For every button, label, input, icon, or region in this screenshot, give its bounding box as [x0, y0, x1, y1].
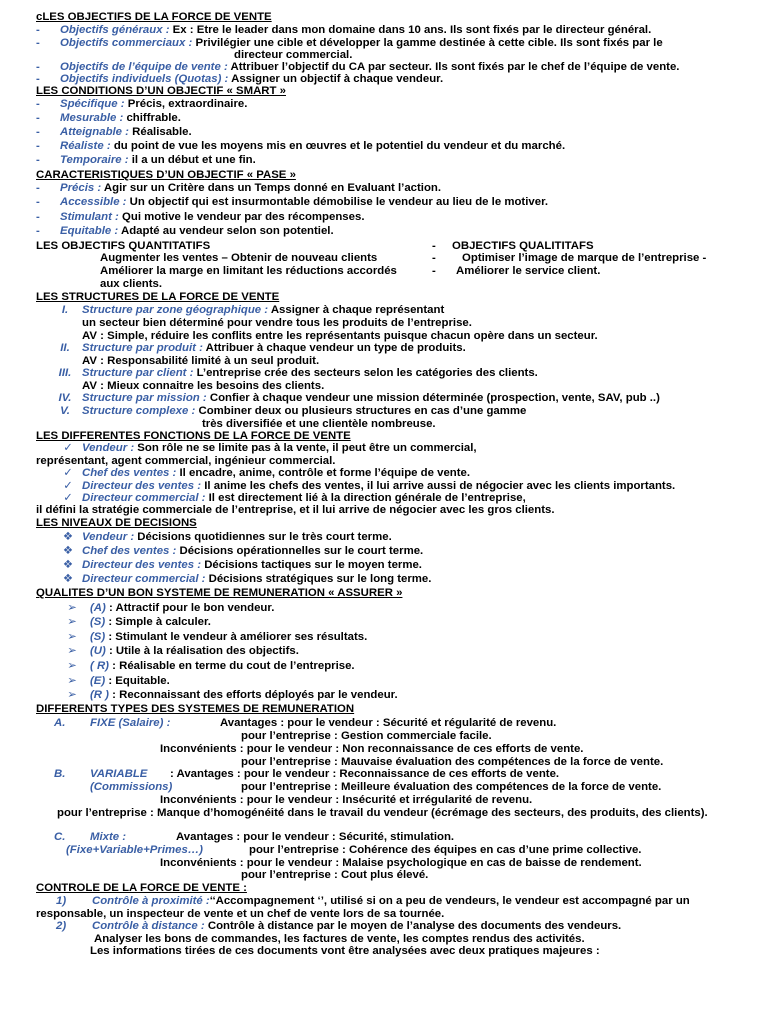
type-b-row [54, 768, 559, 781]
item-label: Chef des ventes : [82, 545, 177, 557]
type-line: Inconvénients : pour le vendeur : Malaise psychologique en cas de baisse de rendement. [160, 857, 642, 869]
type-line: Inconvénients : pour le vendeur : Insécurité et irrégularité de revenu. [160, 794, 533, 806]
item-label: Directeur commercial : [82, 492, 206, 504]
item-text: : Reconnaissant des efforts déployés par le vendeur. [108, 689, 398, 701]
item-label: ( R) [90, 660, 109, 672]
heading-types: DIFFERENTS TYPES DES SYSTEMES DE REMUNERATION [36, 703, 355, 715]
item-text: L’entreprise crée des secteurs selon les catégories des clients. [193, 367, 538, 379]
dash-bullet: - [36, 37, 40, 49]
item-text: Qui motive le vendeur par des récompenses. [118, 211, 365, 223]
pase-item [36, 225, 334, 238]
type-letter: A. [54, 717, 66, 729]
item-text: Il encadre, anime, contrôle et forme l’équipe de vente. [176, 467, 471, 479]
type-letter: C. [54, 831, 66, 843]
heading-fonctions: LES DIFFERENTES FONCTIONS DE LA FORCE DE VENTE [36, 430, 351, 442]
controle-item [56, 895, 690, 908]
item-text: : Simple à calculer. [105, 616, 211, 628]
type-sub: (Fixe+Variable+Primes…) [66, 844, 203, 856]
pase-item [36, 182, 441, 195]
item-text: Confier à chaque vendeur une mission déterminée (prospection, vente, SAV, pub ..) [206, 392, 660, 404]
assurer-item [54, 660, 355, 673]
type-letter: B. [54, 768, 66, 780]
structure-cont: très diversifiée et une clientèle nombreuse. [202, 418, 436, 430]
arrow-icon: ➢ [67, 602, 77, 614]
item-label: (U) [90, 645, 106, 657]
item-label: (S) [90, 616, 106, 628]
item-label: Directeur commercial : [82, 573, 206, 585]
heading-niveaux: LES NIVEAUX DE DECISIONS [36, 517, 197, 529]
item-label: Vendeur : [82, 531, 135, 543]
dash-bullet: - [36, 73, 40, 85]
dash-bullet: - [36, 140, 40, 152]
objectif-item-cont: directeur commercial. [234, 49, 353, 61]
assurer-item [54, 616, 211, 629]
item-label: Réaliste : [60, 140, 111, 152]
item-label: Objectifs individuels (Quotas) : [60, 73, 229, 85]
roman-numeral: III. [58, 367, 72, 379]
diamond-icon: ❖ [62, 573, 74, 585]
item-text: Attribuer l’objectif du CA par secteur. Ils sont fixés par le chef de l’équipe de vente. [227, 61, 680, 73]
item-text: Assigner à chaque représentant [268, 304, 445, 316]
item-text: : Attractif pour le bon vendeur. [105, 602, 275, 614]
item-text: il a un début et une fin. [128, 154, 256, 166]
item-text: : Utile à la réalisation des objectifs. [105, 645, 299, 657]
type-line: Avantages : pour le vendeur : Sécurité et régularité de revenu. [220, 717, 557, 729]
dash-bullet: - [36, 112, 40, 124]
item-label: Directeur des ventes : [82, 480, 202, 492]
item-label: Objectifs généraux : [60, 24, 170, 36]
item-label: Chef des ventes : [82, 467, 177, 479]
item-number: 1) [56, 895, 67, 907]
assurer-item [54, 631, 367, 644]
type-line: pour l’entreprise : Cout plus élevé. [241, 869, 429, 881]
assurer-item [54, 645, 299, 658]
item-text: Réalisable. [128, 126, 192, 138]
heading-smart: LES CONDITIONS D’UN OBJECTIF « SMART » [36, 85, 286, 97]
item-number: 2) [56, 920, 67, 932]
dash-bullet: - [432, 240, 436, 252]
structure-item [48, 392, 660, 405]
dash-bullet: - [36, 182, 40, 194]
diamond-icon: ❖ [62, 531, 74, 543]
item-text: Combiner deux ou plusieurs structures en cas d’une gamme [195, 405, 527, 417]
check-icon: ✓ [63, 492, 73, 504]
item-label: Contrôle à distance : [92, 920, 205, 932]
item-label: Objectifs de l’équipe de vente : [60, 61, 228, 73]
item-label: Structure par mission : [82, 392, 207, 404]
item-text: Ex : Etre le leader dans mon domaine dans 10 ans. Ils sont fixés par le directeur général. [169, 24, 652, 36]
item-text: Contrôle à distance par le moyen de l’analyse des documents des vendeurs. [204, 920, 622, 932]
controle-cont: Analyser les bons de commandes, les factures de vente, les comptes rendus des activités. [94, 933, 585, 945]
item-text: Décisions tactiques sur le moyen terme. [201, 559, 422, 571]
type-line: pour l’entreprise : Meilleure évaluation des compétences de la force de vente. [241, 781, 662, 793]
heading-controle: CONTROLE DE LA FORCE DE VENTE : [36, 882, 247, 894]
type-label: Mixte : [90, 831, 127, 843]
dash-bullet: - [36, 61, 40, 73]
item-label: Structure complexe : [82, 405, 196, 417]
assurer-item [54, 602, 274, 615]
type-line: pour l’entreprise : Cohérence des équipes en cas d’une prime collective. [249, 844, 642, 856]
item-text: Adapté au vendeur selon son potentiel. [118, 225, 334, 237]
item-text: : Stimulant le vendeur à améliorer ses résultats. [105, 631, 368, 643]
item-text: du point de vue les moyens mis en œuvres et le potentiel du vendeur et du marché. [110, 140, 566, 152]
type-line: : Avantages : pour le vendeur : Reconnaissance de ces efforts de vente. [170, 768, 560, 780]
arrow-icon: ➢ [67, 689, 77, 701]
dash-bullet: - [36, 196, 40, 208]
heading-objectifs: cLES OBJECTIFS DE LA FORCE DE VENTE [36, 11, 272, 23]
item-label: Précis : [60, 182, 102, 194]
item-label: Spécifique : [60, 98, 125, 110]
fonction-item [54, 442, 477, 455]
dash-bullet: - [36, 24, 40, 36]
structure-cont: AV : Simple, réduire les conflits entre les représentants puisque chacun opère dans un secteur. [82, 330, 598, 342]
niveau-item [54, 531, 392, 544]
dash-bullet: - [432, 265, 436, 277]
structure-item [48, 304, 444, 317]
type-label: FIXE (Salaire) : [90, 717, 171, 729]
assurer-item [54, 689, 398, 702]
item-label: Contrôle à proximité : [92, 895, 210, 907]
structure-item [48, 367, 538, 380]
roman-numeral: V. [60, 405, 70, 417]
check-icon: ✓ [63, 480, 73, 492]
item-label: Structure par zone géographique : [82, 304, 269, 316]
dash-bullet: - [36, 98, 40, 110]
heading-assurer: QUALITES D’UN BON SYSTEME DE REMUNERATION « ASSURER » [36, 587, 403, 599]
smart-item [36, 140, 565, 153]
niveau-item [54, 559, 422, 572]
fonction-item [54, 467, 470, 480]
qualitatif-item [432, 252, 706, 265]
type-sub: (Commissions) [90, 781, 173, 793]
arrow-icon: ➢ [67, 675, 77, 687]
item-label: Structure par client : [82, 367, 194, 379]
controle-item [56, 920, 621, 933]
roman-numeral: IV. [58, 392, 72, 404]
type-line: pour l’entreprise : Gestion commerciale facile. [241, 730, 492, 742]
check-icon: ✓ [63, 442, 73, 454]
arrow-icon: ➢ [67, 616, 77, 628]
item-text: : Equitable. [105, 675, 170, 687]
item-label: (R ) [90, 689, 109, 701]
item-text: Un objectif qui est insurmontable démobilise le vendeur au lieu de le motiver. [126, 196, 549, 208]
item-text: Assigner un objectif à chaque vendeur. [228, 73, 444, 85]
item-text: Décisions opérationnelles sur le court terme. [176, 545, 424, 557]
item-text: Décisions quotidiennes sur le très court terme. [134, 531, 392, 543]
dash-bullet: - [36, 211, 40, 223]
heading-structures: LES STRUCTURES DE LA FORCE DE VENTE [36, 291, 280, 303]
fonction-cont: il défini la stratégie commerciale de l’entreprise, et il lui arrive de négocier avec les gros clients. [36, 504, 555, 516]
arrow-icon: ➢ [67, 631, 77, 643]
check-icon: ✓ [63, 467, 73, 479]
item-label: Mesurable : [60, 112, 124, 124]
item-text: Précis, extraordinaire. [124, 98, 248, 110]
type-line: pour l’entreprise : Manque d’homogénéité dans le travail du vendeur (écrémage des secteurs, des produits, des clients). [57, 807, 708, 819]
item-label: (A) [90, 602, 106, 614]
item-label: Structure par produit : [82, 342, 203, 354]
type-a-row [54, 717, 556, 730]
item-text: Il anime les chefs des ventes, il lui arrive aussi de négocier avec les clients importants. [201, 480, 676, 492]
type-c-row [54, 831, 454, 844]
heading-quantitatifs: LES OBJECTIFS QUANTITATIFS [36, 240, 211, 252]
qualitatif-text: Améliorer le service client. [456, 265, 601, 277]
item-label: Stimulant : [60, 211, 119, 223]
item-text: ‘‘Accompagnement ‘’, utilisé si on a peu de vendeurs, le vendeur est accompagné par un [209, 895, 690, 907]
item-text: chiffrable. [123, 112, 181, 124]
dash-bullet: - [36, 154, 40, 166]
pase-item [36, 196, 548, 209]
arrow-icon: ➢ [67, 645, 77, 657]
item-label: Vendeur : [82, 442, 135, 454]
item-text: Agir sur un Critère dans un Temps donné en Evaluant l’action. [101, 182, 442, 194]
item-text: Son rôle ne se limite pas à la vente, il peut être un commercial, [134, 442, 477, 454]
smart-item [36, 154, 256, 167]
heading-pase: CARACTERISTIQUES D’UN OBJECTIF « PASE » [36, 169, 296, 181]
item-text: Privilégier une cible et développer la gamme destinée à cette cible. Ils sont fixés par le [192, 37, 663, 49]
smart-item [36, 126, 192, 139]
type-line: Inconvénients : pour le vendeur : Non reconnaissance de ces efforts de vente. [160, 743, 584, 755]
niveau-item [54, 573, 431, 586]
structure-cont: un secteur bien déterminé pour vendre tous les produits de l’entreprise. [82, 317, 472, 329]
item-text: : Réalisable en terme du cout de l’entreprise. [108, 660, 355, 672]
item-label: Temporaire : [60, 154, 129, 166]
diamond-icon: ❖ [62, 545, 74, 557]
type-line: pour l’entreprise : Mauvaise évaluation des compétences de la force de vente. [241, 756, 664, 768]
assurer-item [54, 675, 170, 688]
controle-cont: Les informations tirées de ces documents vont être analysées avec deux pratiques majeures : [90, 945, 600, 957]
item-label: (S) [90, 631, 106, 643]
roman-numeral: I. [61, 304, 69, 316]
qualitatif-item [432, 265, 600, 278]
item-label: Directeur des ventes : [82, 559, 202, 571]
structure-item [48, 405, 526, 418]
item-text: Il est directement lié à la direction générale de l’entreprise, [205, 492, 526, 504]
item-label: Atteignable : [60, 126, 129, 138]
item-text: Décisions stratégiques sur le long terme. [205, 573, 432, 585]
item-label: Accessible : [60, 196, 127, 208]
objectif-item [36, 24, 651, 37]
quantitatif-item: Augmenter les ventes – Obtenir de nouveau clients [100, 252, 378, 264]
structure-item [48, 342, 466, 355]
item-label: (E) [90, 675, 106, 687]
structure-cont: AV : Mieux connaitre les besoins des clients. [82, 380, 325, 392]
quantitatif-item: aux clients. [100, 278, 163, 290]
dash-bullet: - [36, 126, 40, 138]
pase-item [36, 211, 364, 224]
qualitatif-text: Optimiser l’image de marque de l’entreprise - [462, 252, 707, 264]
diamond-icon: ❖ [62, 559, 74, 571]
item-label: Equitable : [60, 225, 119, 237]
item-label: Objectifs commerciaux : [60, 37, 193, 49]
roman-numeral: II. [60, 342, 70, 354]
quantitatif-item: Améliorer la marge en limitant les réductions accordés [100, 265, 397, 277]
niveau-item [54, 545, 423, 558]
controle-cont: responsable, un inspecteur de vente et un chef de vente lors de sa tournée. [36, 908, 445, 920]
arrow-icon: ➢ [67, 660, 77, 672]
smart-item [36, 112, 181, 125]
dash-bullet: - [432, 252, 436, 264]
structure-cont: AV : Responsabilité limité à un seul produit. [82, 355, 320, 367]
heading-qualitatifs: OBJECTIFS QUALITITAFS [452, 240, 594, 252]
type-label: VARIABLE [90, 768, 148, 780]
type-line: Avantages : pour le vendeur : Sécurité, stimulation. [176, 831, 455, 843]
item-text: Attribuer à chaque vendeur un type de produits. [202, 342, 466, 354]
smart-item [36, 98, 247, 111]
dash-bullet: - [36, 225, 40, 237]
fonction-cont: représentant, agent commercial, ingénieur commercial. [36, 455, 336, 467]
